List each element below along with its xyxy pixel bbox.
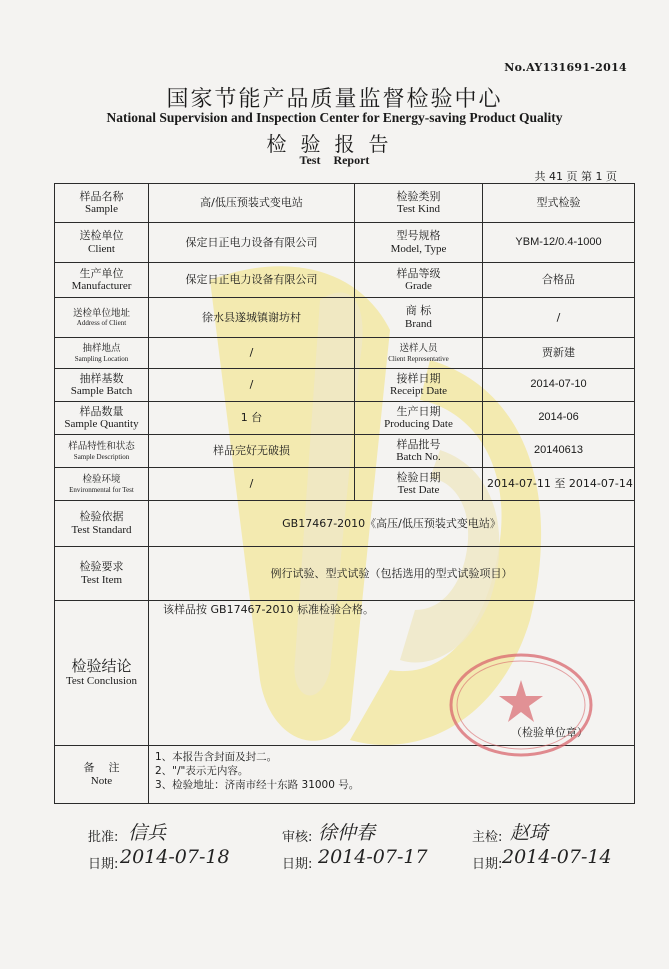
grade-label: 样品等级 Grade bbox=[355, 263, 483, 298]
client-label: 送检单位 Client bbox=[55, 223, 149, 263]
environmental-value: / bbox=[149, 468, 355, 501]
test-item-label: 检验要求 Test Item bbox=[55, 547, 149, 601]
test-kind-value: 型式检验 bbox=[483, 184, 635, 223]
sample-value: 高/低压预装式变电站 bbox=[149, 184, 355, 223]
table-row bbox=[55, 468, 635, 501]
client-address-label: 送检单位地址 Address of Client bbox=[55, 298, 149, 338]
sampling-location-label: 抽样地点 Sampling Location bbox=[55, 338, 149, 369]
table-row bbox=[55, 184, 635, 223]
note-label: 备 注 Note bbox=[55, 746, 149, 804]
table-row bbox=[55, 338, 635, 369]
sample-quantity-value: 1 台 bbox=[149, 402, 355, 435]
page-count: 共 41 页 第 1 页 bbox=[534, 170, 617, 183]
note-line-3: 3、检验地址：济南市经十东路 31000 号。 bbox=[155, 779, 360, 791]
table-row bbox=[55, 435, 635, 468]
approve-date-label: 日期: bbox=[88, 857, 119, 872]
approve-date: 2014-07-18 bbox=[120, 846, 230, 868]
batch-no-label: 样品批号 Batch No. bbox=[355, 435, 483, 468]
model-value: YBM-12/0.4-1000 bbox=[483, 223, 635, 263]
receipt-date-label: 接样日期 Receipt Date bbox=[355, 369, 483, 402]
note-line-1: 1、本报告含封面及封二。 bbox=[155, 751, 278, 763]
conclusion-label: 检验结论 Test Conclusion bbox=[55, 601, 149, 746]
sample-description-value: 样品完好无破损 bbox=[149, 435, 355, 468]
receipt-date-value: 2014-07-10 bbox=[483, 369, 635, 402]
test-kind-label: 检验类别 Test Kind bbox=[355, 184, 483, 223]
client-rep-value: 贾新建 bbox=[483, 338, 635, 369]
official-seal-icon bbox=[446, 650, 596, 760]
review-label: 审核: bbox=[282, 830, 313, 845]
test-item-value: 例行试验、型式试验（包括选用的型式试验项目） bbox=[149, 547, 635, 601]
table-row bbox=[55, 501, 635, 547]
table-row bbox=[55, 263, 635, 298]
center-title-en: National Supervision and Inspection Center for Energy-saving Product Quality bbox=[106, 110, 563, 125]
test-standard-value: GB17467-2010《高压/低压预装式变电站》 bbox=[149, 501, 635, 547]
client-rep-label: 送样人员 Client Representative bbox=[355, 338, 483, 369]
sample-label: 样品名称 Sample bbox=[55, 184, 149, 223]
inspect-date: 2014-07-14 bbox=[502, 846, 612, 868]
manufacturer-label: 生产单位 Manufacturer bbox=[55, 263, 149, 298]
conclusion-value: 该样品按 GB17467-2010 标准检验合格。 bbox=[163, 603, 375, 616]
sample-batch-value: / bbox=[149, 369, 355, 402]
table-row bbox=[55, 402, 635, 435]
report-number: No.AY131691-2014 bbox=[504, 61, 627, 74]
sample-description-label: 样品特性和状态 Sample Description bbox=[55, 435, 149, 468]
report-title-cn: 检验报告 bbox=[266, 132, 403, 156]
review-signature: 徐仲春 bbox=[318, 822, 376, 844]
brand-label: 商 标 Brand bbox=[355, 298, 483, 338]
sampling-location-value: / bbox=[149, 338, 355, 369]
seal-label: （检验单位章） bbox=[511, 725, 588, 739]
table-row bbox=[55, 547, 635, 601]
center-title-cn: 国家节能产品质量监督检验中心 bbox=[166, 87, 503, 112]
table-row bbox=[55, 298, 635, 338]
table-row bbox=[55, 369, 635, 402]
review-date-label: 日期: bbox=[282, 857, 313, 872]
note-line-2: 2、"/"表示无内容。 bbox=[155, 765, 249, 777]
test-standard-label: 检验依据 Test Standard bbox=[55, 501, 149, 547]
producing-date-value: 2014-06 bbox=[483, 402, 635, 435]
test-date-value: 2014-07-11 至 2014-07-14 bbox=[483, 468, 635, 501]
sample-quantity-label: 样品数量 Sample Quantity bbox=[55, 402, 149, 435]
grade-value: 合格品 bbox=[483, 263, 635, 298]
client-value: 保定日正电力设备有限公司 bbox=[149, 223, 355, 263]
manufacturer-value: 保定日正电力设备有限公司 bbox=[149, 263, 355, 298]
approve-signature: 信兵 bbox=[128, 822, 167, 844]
client-address-value: 徐水县遂城镇谢坊村 bbox=[149, 298, 355, 338]
inspect-label: 主检: bbox=[472, 830, 503, 845]
approve-label: 批准: bbox=[88, 830, 119, 845]
producing-date-label: 生产日期 Producing Date bbox=[355, 402, 483, 435]
test-date-label: 检验日期 Test Date bbox=[355, 468, 483, 501]
review-date: 2014-07-17 bbox=[318, 846, 428, 868]
inspect-date-label: 日期: bbox=[472, 857, 503, 872]
batch-no-value: 20140613 bbox=[483, 435, 635, 468]
table-row bbox=[55, 223, 635, 263]
model-label: 型号规格 Model, Type bbox=[355, 223, 483, 263]
report-title-en: Test Report bbox=[299, 153, 370, 167]
inspect-signature: 赵琦 bbox=[510, 822, 549, 844]
brand-value: / bbox=[483, 298, 635, 338]
environmental-label: 检验环境 Environmental for Test bbox=[55, 468, 149, 501]
sample-batch-label: 抽样基数 Sample Batch bbox=[55, 369, 149, 402]
